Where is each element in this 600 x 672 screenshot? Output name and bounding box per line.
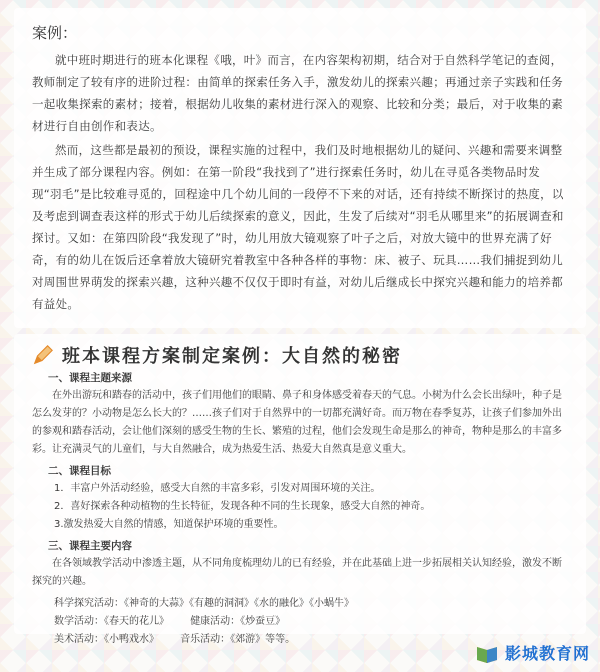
health-activities: 健康活动：《炒蚕豆》 xyxy=(190,616,286,627)
goal-2: 2．喜好探索各种动植物的生长特征，发现各种不同的生长现象，感受大自然的神奇。 xyxy=(54,501,431,512)
plan-title: 班本课程方案制定案例：大自然的秘密 xyxy=(62,346,402,367)
part3-heading: 三、课程主要内容 xyxy=(48,540,132,552)
case-paragraph-2: 然而，这些都是最初的预设，课程实施的过程中，我们及时地根据幼儿的疑问、兴趣和需要来调整并生成了部分课程内容。例如：在第一阶段“我找到了”进行探索任务时，幼儿在寻觅各类物品时发现“羽毛”是比较难寻觅的，回程途中几个幼儿间的一段停不下来的对话，还有持续不断探讨的热度，以及考虑到调查表这样的形式于幼儿后续探索的意义，因此，生发了后续对“羽毛从哪里来”的拓展调查和探讨。又如：在第四阶段“我发现了”时，幼儿用放大镜观察了叶子之后，对放大镜中的世界充满了好奇，有的幼儿在饭后还拿着放大镜研究着教室中各种各样的事物：床、被子、玩具……我们捕捉到幼儿对周围世界萌发的探索兴趣，这种兴趣不仅仅于即时有益，对幼儿后继成长中探究兴趣和能力的培养都有益处。 xyxy=(32,143,564,311)
science-activities: 科学探究活动：《神奇的大蒜》《有趣的洞洞》《水的融化》《小蜗牛》 xyxy=(54,598,354,609)
music-activities: 音乐活动：《郊游》等等。 xyxy=(180,634,296,645)
pen-icon xyxy=(32,344,54,366)
footer xyxy=(0,634,600,672)
goal-3: 3.激发热爱大自然的情感，知道保护环境的重要性。 xyxy=(54,519,284,530)
book-icon xyxy=(475,643,499,663)
plan-section xyxy=(14,334,586,645)
goal-1: 1．丰富户外活动经验，感受大自然的丰富多彩，引发对周围环境的关注。 xyxy=(54,483,381,494)
part1-heading: 一、课程主题来源 xyxy=(48,372,132,384)
math-health-row xyxy=(54,613,568,631)
part2-heading: 二、课程目标 xyxy=(48,465,111,477)
part3-intro: 在各领域教学活动中渗透主题，从不同角度梳理幼儿的已有经验，并在此基础上进一步拓展相关认知经验，激发不断探究的兴趣。 xyxy=(32,558,562,587)
case-paragraph-1: 就中班时期进行的班本化课程《哦，叶》而言，在内容架构初期，结合对于自然科学笔记的查阅，教师制定了较有序的进阶过程：由简单的探索任务入手，激发幼儿的探索兴趣；再通过亲子实践和任务一起收集探索的素材；接着，根据幼儿收集的素材进行深入的观察、比较和分类；最后，对于收集的素材进行自由创作和表达。 xyxy=(32,53,563,133)
math-activities: 数学活动：《春天的花儿》 xyxy=(54,616,169,627)
case-section xyxy=(14,8,586,328)
logo-text: 影城教育网 xyxy=(504,644,590,663)
case-heading: 案例： xyxy=(32,24,78,42)
plan-title-row xyxy=(32,342,568,368)
part1-body: 在外出游玩和踏春的活动中，孩子们用他们的眼睛、鼻子和身体感受着春天的气息。小树为什么会长出绿叶，种子是怎么发芽的？小动物是怎么长大的？……孩子们对于自然界中的一切都充满好奇。而万物在春季复苏，让孩子们参加外出的参观和踏春活动，会让他们深刻的感受生物的生长、繁殖的过程，他们会发现生命是那么的神奇，物种是那么的丰富多彩。让充满灵气的儿童们，与大自然融合，成为热爱生活、热爱大自然真是意义重大。 xyxy=(32,390,562,455)
art-activities: 美术活动：《小鸭戏水》 xyxy=(54,634,159,645)
site-logo[interactable] xyxy=(475,641,590,664)
